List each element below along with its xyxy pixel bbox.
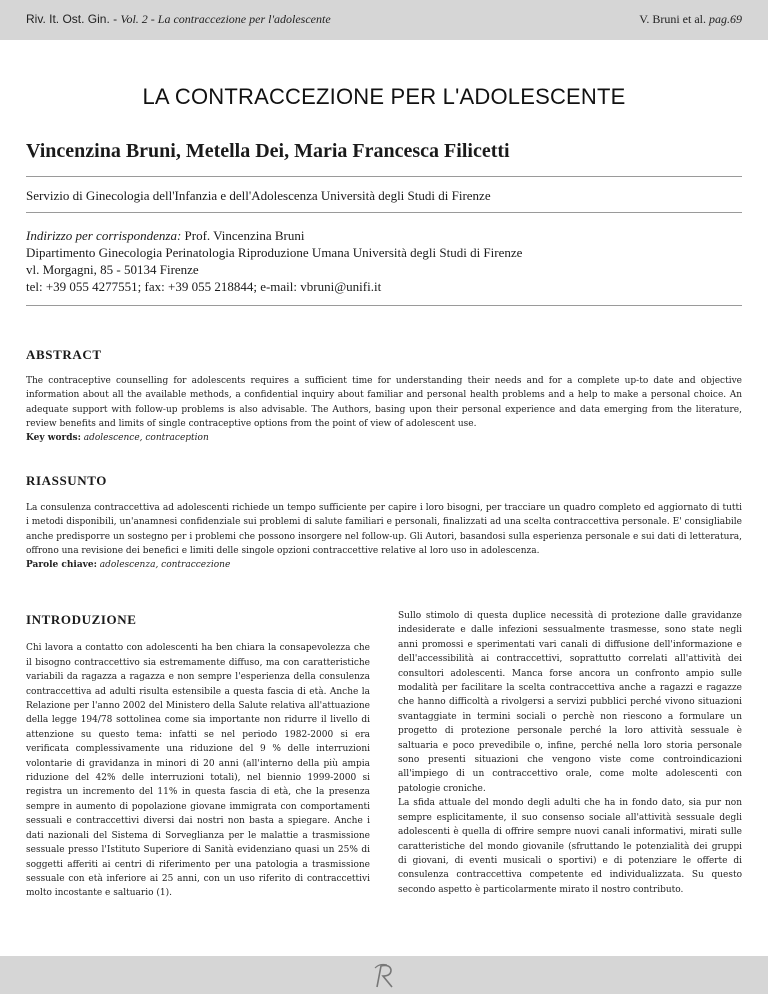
page-citation <box>639 12 742 27</box>
journal-citation <box>26 12 331 27</box>
journal-monogram-icon <box>368 960 400 992</box>
abstract-keywords <box>26 431 742 445</box>
divider <box>26 212 742 213</box>
article-title: LA CONTRACCEZIONE PER L'ADOLESCENTE <box>142 84 626 109</box>
correspondence-label: Indirizzo per corrispondenza: <box>26 228 182 243</box>
page-number: pag.69 <box>709 12 742 26</box>
intro-right-column <box>398 609 742 897</box>
intro-paragraph: Sullo stimolo di questa duplice necessità di protezione dalle gravidanze indesiderate e dalle infezioni sessualmente trasmesse, sono state negli anni promossi e sperimentati vari canali di diffusione dell'informazione e dell'accessibilità ai contraccettivi, soprattutto correlati all'attività dei consultori adolescenti. Manca forse ancora un confronto ampio sulle modalità per facilitare la scelta contraccettiva anche a ragazzi e ragazze che hanno difficoltà a rivolgersi a servizi pubblici perché vivono situazioni svantaggiate in termini sociali o perchè non riescono a formulare un progetto di protezione personale perché la loro attività sessuale è saltuaria e poco prevedibile o, infine, perché nella loro storia personale sono presenti situazioni che vengono viste come controindicazioni all'impiego di un contraccettivo orale, come molte adolescenti con patologie croniche. <box>398 611 742 794</box>
journal-name: Riv. It. Ost. Gin. - <box>26 12 118 26</box>
riassunto-body <box>26 501 742 572</box>
correspondence-address: vl. Morgagni, 85 - 50134 Firenze <box>26 262 199 277</box>
parole-chiave-label: Parole chiave: <box>26 560 97 571</box>
abstract-heading: ABSTRACT <box>26 347 102 362</box>
correspondence-department: Dipartimento Ginecologia Perinatologia Riproduzione Umana Università degli Studi di Firenze <box>26 245 523 260</box>
parole-chiave-value: adolescenza, contraccezione <box>96 560 231 571</box>
correspondence-name: Prof. Vincenzina Bruni <box>181 228 305 243</box>
abstract-body <box>26 374 742 445</box>
divider <box>26 176 742 177</box>
affiliation: Servizio di Ginecologia dell'Infanzia e dell'Adolescenza Università degli Studi di Firenze <box>26 188 491 203</box>
divider <box>26 305 742 306</box>
keywords-label: Key words: <box>26 433 81 444</box>
authors-short: V. Bruni et al. <box>639 12 706 26</box>
riassunto-text: La consulenza contraccettiva ad adolescenti richiede un tempo sufficiente per capire i loro bisogni, per tracciare un quadro completo ed aggiornato di tutti i metodi disponibili, un'anamnesi confidenziale sui problemi di salute familiari e personali, finalizzati ad una scelta contraccettiva personale. E' consigliabile anche predisporre un sostegno per i problemi che possono insorgere nel follow-up. Gli Autori, basandosi sulla esperienza personale e sui dati di letteratura, offrono una revisione dei benefici e limiti delle singole opzioni contraccettive relative al loro uso in adolescenza. <box>26 503 742 556</box>
introduzione-heading: INTRODUZIONE <box>26 612 137 627</box>
correspondence-contacts: tel: +39 055 4277551; fax: +39 055 218844; e-mail: vbruni@unifi.it <box>26 279 382 294</box>
correspondence-block <box>26 227 522 295</box>
intro-left-column <box>26 613 370 901</box>
intro-paragraph: La sfida attuale del mondo degli adulti che ha in fondo dato, sia pur non sempre esplicitamente, il suo consenso sociale all'attività sessuale degli adolescenti è quella di offrire sempre nuovi canali informativi, mirati sulle caratteristiche del mondo giovanile (sfruttando le potenzialità dei gruppi di giovani, di eventi musicali o sportivi) e di potenziare le offerte di consulenza contraccettiva competente ed individualizzata. Su questo secondo aspetto è particolarmente mirato il nostro contributo. <box>398 798 742 895</box>
article-authors: Vincenzina Bruni, Metella Dei, Maria Francesca Filicetti <box>26 140 510 162</box>
volume-info: Vol. 2 - La contraccezione per l'adolescente <box>120 12 331 26</box>
riassunto-heading: RIASSUNTO <box>26 473 108 488</box>
riassunto-keywords <box>26 558 742 572</box>
intro-paragraph: Chi lavora a contatto con adolescenti ha ben chiara la consapevolezza che il bisogno contraccettivo sia estremamente diffuso, ma con caratteristiche variabili da ragazza a ragazza e non sempre l'esperienza della consulenza contraccettiva ad adulti risulta estensibile a questa fascia di età. Anche la Relazione per l'anno 2002 del Ministero della Salute relativa all'attuazione della legge 194/78 sottolinea come sia importante non ridurre il livello di attenzione su questo tema: infatti se nel periodo 1982-2000 si era verificata complessivamente una riduzione del 9 % delle interruzioni volontarie di gravidanza in minori di 20 anni (all'interno della più ampia riduzione del 42% delle interruzioni totali), nel biennio 1999-2000 si registra un incremento del 11% in questa fascia di età, che la presenza sempre in aumento di popolazione giovane immigrata con comportamenti sessuali e contraccettivi diversi dai nostri non basta a spiegare. Anche i dati nazionali del Sistema di Sorveglianza per le malattie a trasmissione sessuale presso l'Istituto Superiore di Sanità evidenziano quasi un 25% di soggetti afferiti ai centri di riferimento per una patologia a trasmissione sessuale con età inferiore ai 25 anni, con un uso riferito di contraccettivi molto incostante e saltuario (1). <box>26 643 370 899</box>
keywords-value: adolescence, contraception <box>80 433 209 444</box>
abstract-text: The contraceptive counselling for adolescents requires a sufficient time for understanding their needs and for a complete up-to date and objective information about all the available methods, a confidential inquiry about familiar and personal health problems and a help to make a personal choice. An adequate support with follow-up problems is also advisable. The Authors, basing upon their personal experience and data emerging from the literature, review benefits and limits of single contraceptive options from the point of view of adolescent use. <box>26 376 742 429</box>
